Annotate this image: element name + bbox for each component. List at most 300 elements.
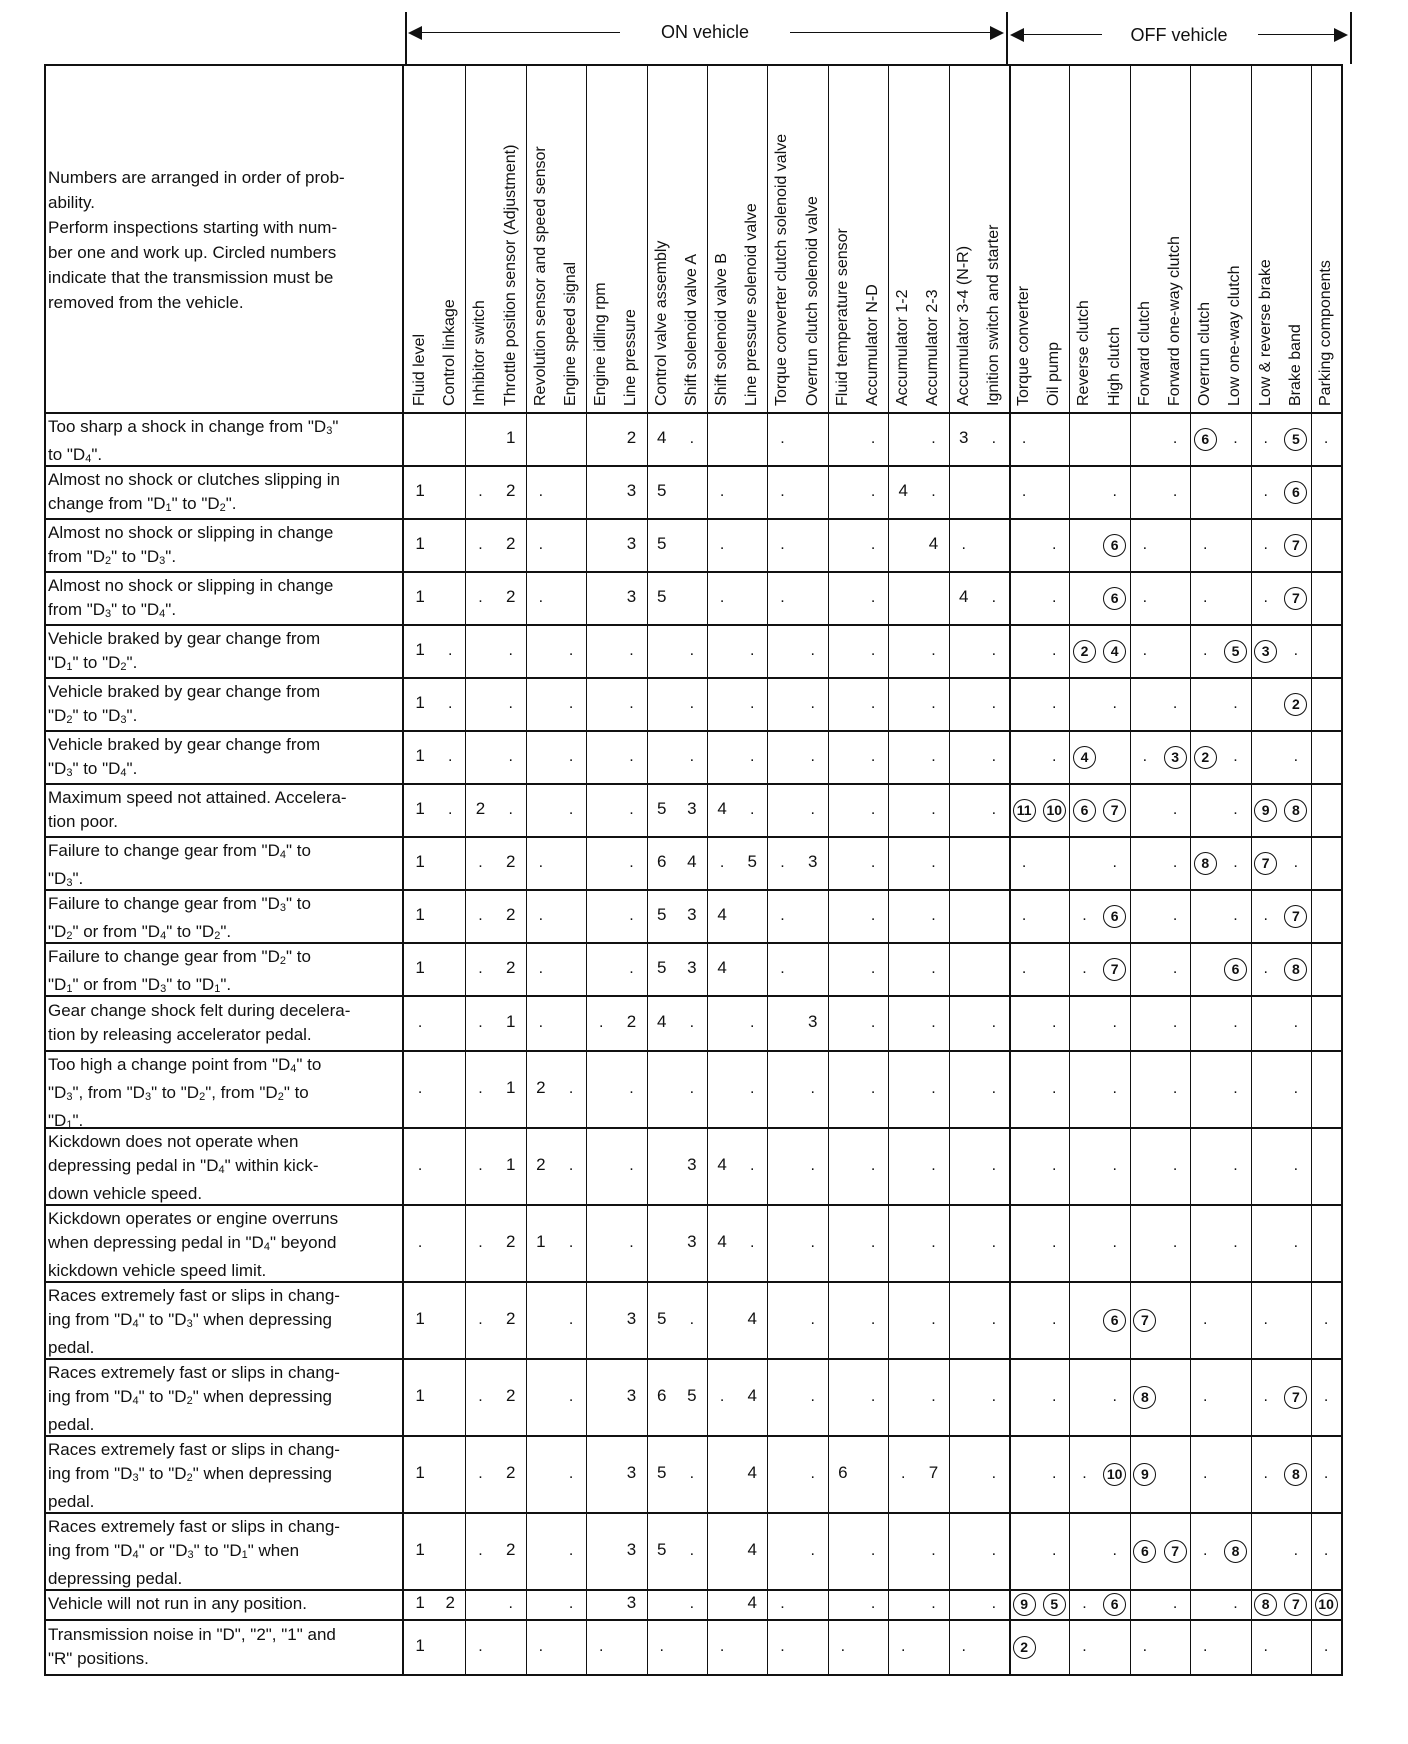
arrow-right-head — [1334, 28, 1348, 42]
circled-number: 8 — [1254, 1593, 1277, 1616]
dot-mark: . — [780, 853, 785, 871]
circled-number: 2 — [1073, 640, 1096, 663]
dot-mark: . — [1263, 906, 1268, 924]
dot-mark: . — [568, 800, 574, 818]
inspection-step: 2 — [505, 1539, 516, 1559]
dot-mark: . — [1172, 1079, 1178, 1097]
dot-mark: . — [1233, 694, 1238, 712]
dot-mark: . — [870, 535, 876, 553]
dot-mark: . — [991, 641, 997, 659]
inspection-step: 3 — [958, 427, 969, 447]
dot-mark: . — [991, 1464, 997, 1482]
dot-mark: . — [870, 1079, 876, 1097]
circled-number: 7 — [1284, 1386, 1307, 1409]
symptom-label-line: "D1" or from "D3" to "D1". — [48, 974, 232, 995]
dot-mark: . — [508, 747, 513, 765]
dot-mark: . — [870, 1156, 876, 1174]
dot-mark: . — [901, 1464, 906, 1482]
dot-mark: . — [719, 482, 725, 500]
dot-mark: . — [901, 1637, 906, 1655]
inspection-step: 4 — [656, 427, 667, 447]
dot-mark: . — [750, 800, 755, 818]
dot-mark: . — [1203, 1387, 1208, 1405]
dot-mark: . — [1233, 1233, 1238, 1251]
circled-number: 2 — [1013, 1636, 1036, 1659]
dot-mark: . — [991, 1541, 997, 1559]
symptom-label-line: depressing pedal. — [48, 1568, 183, 1588]
symptom-label-line: Vehicle braked by gear change from — [48, 734, 321, 754]
dot-mark: . — [1052, 1233, 1057, 1251]
dot-mark: . — [689, 1079, 695, 1097]
inspection-step: 1 — [415, 480, 425, 500]
dot-mark: . — [1263, 1464, 1268, 1482]
dot-mark: . — [1172, 694, 1178, 712]
inspection-step: 4 — [747, 1462, 758, 1482]
dot-mark: . — [719, 535, 725, 553]
inspection-step: 4 — [717, 798, 727, 818]
symptom-label-line: Almost no shock or slipping in change — [48, 575, 334, 595]
dot-mark: . — [931, 1310, 936, 1328]
dot-mark: . — [1293, 1013, 1299, 1031]
circled-number: 2 — [1284, 693, 1307, 716]
inspection-step: 5 — [656, 957, 667, 977]
dot-mark: . — [508, 800, 513, 818]
symptom-label-line: Almost no shock or slipping in change — [48, 522, 334, 542]
column-header: Throttle position sensor (Adjustment) — [501, 144, 519, 406]
inspection-step: 5 — [656, 533, 667, 553]
dot-mark: . — [1323, 1637, 1329, 1655]
inspection-step: 4 — [747, 1308, 758, 1328]
symptom-label-line: Gear change shock felt during decelera- — [48, 1000, 351, 1020]
symptom-label-line: pedal. — [48, 1491, 95, 1511]
dot-mark: . — [1021, 482, 1027, 500]
column-header: Shift solenoid valve A — [682, 253, 700, 406]
inspection-step: 2 — [505, 1231, 516, 1251]
column-header: Overrun clutch solenoid valve — [803, 196, 821, 406]
dot-mark: . — [1172, 1013, 1178, 1031]
inspection-step: 2 — [475, 798, 486, 818]
dot-mark: . — [931, 1079, 936, 1097]
circled-number: 5 — [1043, 1593, 1066, 1616]
symptom-label-line: down vehicle speed. — [48, 1183, 203, 1203]
circled-number: 8 — [1284, 958, 1307, 981]
off-vehicle-label: OFF vehicle — [1130, 25, 1228, 45]
dot-mark: . — [417, 1233, 423, 1251]
dot-mark: . — [538, 1637, 544, 1655]
dot-mark: . — [931, 800, 936, 818]
dot-mark: . — [599, 1013, 604, 1031]
circled-number: 10 — [1315, 1593, 1338, 1616]
dot-mark: . — [629, 800, 634, 818]
dot-mark: . — [568, 641, 574, 659]
dot-mark: . — [629, 906, 634, 924]
inspection-step: 2 — [505, 851, 516, 871]
dot-mark: . — [870, 429, 876, 447]
dot-mark: . — [1323, 1310, 1329, 1328]
dot-mark: . — [750, 1079, 755, 1097]
dot-mark: . — [1233, 1013, 1238, 1031]
arrow-right-head — [990, 26, 1004, 40]
dot-mark: . — [689, 641, 695, 659]
dot-mark: . — [1323, 1387, 1329, 1405]
circled-number: 8 — [1284, 799, 1307, 822]
dot-mark: . — [478, 1464, 483, 1482]
dot-mark: . — [1112, 1233, 1117, 1251]
dot-mark: . — [599, 1637, 604, 1655]
column-header: Low one-way clutch — [1226, 265, 1244, 406]
inspection-step: 1 — [415, 745, 425, 765]
dot-mark: . — [870, 1387, 876, 1405]
symptom-label-line: kickdown vehicle speed limit. — [48, 1260, 267, 1280]
dot-mark: . — [1112, 694, 1117, 712]
circled-number: 9 — [1254, 799, 1277, 822]
symptom-label-line: Vehicle will not run in any position. — [48, 1594, 307, 1613]
inspection-step: 3 — [626, 1385, 637, 1405]
column-header: High clutch — [1105, 326, 1123, 406]
inspection-step: 3 — [626, 1462, 637, 1482]
dot-mark: . — [931, 1156, 936, 1174]
circled-number: 6 — [1103, 905, 1126, 928]
dot-mark: . — [931, 429, 936, 447]
circled-number: 10 — [1043, 799, 1066, 822]
column-header: Fluid temperature sensor — [833, 228, 851, 406]
dot-mark: . — [1112, 1079, 1117, 1097]
dot-mark: . — [478, 588, 483, 606]
dot-mark: . — [629, 1156, 634, 1174]
dot-mark: . — [478, 1387, 483, 1405]
inspection-step: 1 — [415, 851, 425, 871]
dot-mark: . — [1142, 535, 1148, 553]
inspection-step: 4 — [958, 586, 969, 606]
inspection-step: 5 — [656, 1462, 667, 1482]
dot-mark: . — [1052, 747, 1057, 765]
inspection-step: 1 — [415, 798, 425, 818]
dot-mark: . — [1052, 1387, 1057, 1405]
dot-mark: . — [719, 588, 725, 606]
symptom-label-line: "D3" to "D4". — [48, 758, 138, 779]
dot-mark: . — [810, 1310, 815, 1328]
dot-mark: . — [1021, 429, 1027, 447]
symptom-label-line: Vehicle braked by gear change from — [48, 628, 321, 648]
dot-mark: . — [810, 1079, 815, 1097]
dot-mark: . — [991, 1156, 997, 1174]
circled-number: 6 — [1103, 1309, 1126, 1332]
dot-mark: . — [508, 694, 513, 712]
inspection-step: 5 — [656, 904, 667, 924]
inspection-step: 1 — [415, 1385, 425, 1405]
dot-mark: . — [1052, 1541, 1057, 1559]
inspection-step: 2 — [626, 427, 637, 447]
dot-mark: . — [1323, 1541, 1329, 1559]
column-header: Inhibitor switch — [471, 300, 489, 406]
dot-mark: . — [780, 1637, 785, 1655]
dot-mark: . — [417, 1013, 423, 1031]
symptom-label-line: pedal. — [48, 1337, 95, 1357]
inspection-step: 1 — [415, 1462, 425, 1482]
symptom-label-line: depressing pedal in "D4" within kick- — [48, 1155, 319, 1176]
symptom-label-line: ing from "D4" to "D2" when depressing — [48, 1386, 332, 1407]
dot-mark: . — [1082, 1637, 1087, 1655]
symptom-label-line: Too high a change point from "D4" to — [48, 1054, 322, 1075]
dot-mark: . — [1172, 853, 1178, 871]
symptom-label-line: from "D2" to "D3". — [48, 546, 177, 567]
dot-mark: . — [1263, 959, 1268, 977]
dot-mark: . — [931, 1387, 936, 1405]
dot-mark: . — [810, 694, 815, 712]
dot-mark: . — [1172, 429, 1178, 447]
circled-number: 8 — [1133, 1386, 1156, 1409]
dot-mark: . — [1203, 1310, 1208, 1328]
dot-mark: . — [568, 1156, 574, 1174]
dot-mark: . — [1142, 588, 1148, 606]
dot-mark: . — [508, 1595, 513, 1612]
dot-mark: . — [1172, 800, 1178, 818]
dot-mark: . — [750, 1156, 755, 1174]
dot-mark: . — [991, 1013, 997, 1031]
dot-mark: . — [870, 959, 876, 977]
dot-mark: . — [1052, 694, 1057, 712]
dot-mark: . — [1021, 959, 1027, 977]
circled-number: 7 — [1133, 1309, 1156, 1332]
dot-mark: . — [780, 429, 785, 447]
dot-mark: . — [870, 853, 876, 871]
symptom-label-line: change from "D1" to "D2". — [48, 493, 237, 514]
inspection-step: 2 — [536, 1154, 546, 1174]
symptom-label-line: tion by releasing accelerator pedal. — [48, 1024, 312, 1044]
dot-mark: . — [870, 641, 876, 659]
dot-mark: . — [1293, 1541, 1299, 1559]
arrow-left-head — [1010, 28, 1024, 42]
column-header: Line pressure — [622, 309, 640, 406]
dot-mark: . — [750, 641, 755, 659]
dot-mark: . — [689, 1595, 695, 1612]
circled-number: 5 — [1224, 640, 1247, 663]
dot-mark: . — [629, 1233, 634, 1251]
dot-mark: . — [810, 747, 815, 765]
inspection-step: 3 — [687, 1154, 697, 1174]
circled-number: 7 — [1284, 534, 1307, 557]
dot-mark: . — [478, 1233, 483, 1251]
on-vehicle-arrow-line — [420, 32, 620, 33]
inspection-step: 3 — [626, 1308, 637, 1328]
dot-mark: . — [1172, 1595, 1178, 1612]
dot-mark: . — [1112, 482, 1117, 500]
dot-mark: . — [991, 800, 997, 818]
inspection-step: 1 — [415, 957, 425, 977]
dot-mark: . — [689, 1541, 695, 1559]
dot-mark: . — [991, 1595, 997, 1612]
inspection-step: 4 — [687, 851, 697, 871]
dot-mark: . — [840, 1637, 846, 1655]
circled-number: 7 — [1284, 587, 1307, 610]
dot-mark: . — [478, 1637, 483, 1655]
inspection-step: 3 — [626, 586, 637, 606]
symptom-label-line: Races extremely fast or slips in chang- — [48, 1516, 340, 1536]
dot-mark: . — [478, 1310, 483, 1328]
dot-mark: . — [931, 1595, 936, 1612]
symptom-label-line: Transmission noise in "D", "2", "1" and — [48, 1624, 336, 1644]
circled-number: 7 — [1284, 1593, 1307, 1616]
circled-number: 6 — [1133, 1540, 1156, 1563]
dot-mark: . — [689, 429, 695, 447]
inspection-step: 1 — [505, 1011, 516, 1031]
inspection-step: 4 — [717, 1231, 727, 1251]
dot-mark: . — [931, 641, 936, 659]
dot-mark: . — [991, 588, 997, 606]
circled-number: 8 — [1194, 852, 1217, 875]
dot-mark: . — [931, 1233, 936, 1251]
column-header: Ignition switch and starter — [984, 224, 1002, 406]
dot-mark: . — [1142, 747, 1148, 765]
dot-mark: . — [870, 747, 876, 765]
inspection-step: 5 — [656, 480, 667, 500]
dot-mark: . — [991, 1387, 997, 1405]
dot-mark: . — [478, 482, 483, 500]
on-vehicle-left-bar — [405, 12, 407, 64]
dot-mark: . — [1082, 959, 1087, 977]
dot-mark: . — [508, 641, 513, 659]
inspection-step: 2 — [505, 480, 516, 500]
dot-mark: . — [1233, 1595, 1238, 1612]
inspection-step: 5 — [656, 1308, 667, 1328]
circled-number: 6 — [1103, 534, 1126, 557]
dot-mark: . — [750, 1233, 755, 1251]
dot-mark: . — [478, 1013, 483, 1031]
inspection-step: 4 — [747, 1593, 758, 1612]
inspection-step: 1 — [505, 1154, 516, 1174]
column-header: Parking components — [1317, 260, 1334, 406]
column-header: Overrun clutch — [1196, 301, 1214, 406]
symptom-label-line: Maximum speed not attained. Accelera- — [48, 787, 347, 807]
dot-mark: . — [478, 1541, 483, 1559]
dot-mark: . — [1021, 853, 1027, 871]
column-header: Forward one-way clutch — [1166, 236, 1183, 406]
dot-mark: . — [1263, 535, 1268, 553]
dot-mark: . — [629, 1079, 634, 1097]
circled-number: 11 — [1013, 799, 1036, 822]
inspection-step: 1 — [415, 586, 425, 606]
dot-mark: . — [1263, 1637, 1268, 1655]
dot-mark: . — [1263, 429, 1268, 447]
column-header: Torque converter clutch solenoid valve — [773, 133, 791, 406]
column-header: Fluid level — [411, 333, 428, 406]
circled-number: 4 — [1073, 746, 1096, 769]
inspection-step: 3 — [626, 1593, 637, 1612]
dot-mark: . — [931, 694, 936, 712]
dot-mark: . — [931, 1013, 936, 1031]
dot-mark: . — [538, 482, 544, 500]
symptom-label-line: ing from "D4" to "D3" when depressing — [48, 1309, 332, 1330]
on-vehicle-arrow-line — [790, 32, 990, 33]
dot-mark: . — [870, 800, 876, 818]
inspection-step: 4 — [747, 1539, 758, 1559]
inspection-step: 7 — [928, 1462, 939, 1482]
dot-mark: . — [448, 800, 453, 818]
dot-mark: . — [961, 1637, 966, 1655]
table-frame — [44, 64, 1343, 1676]
dot-mark: . — [1293, 641, 1299, 659]
dot-mark: . — [538, 959, 544, 977]
dot-mark: . — [991, 429, 997, 447]
dot-mark: . — [689, 1013, 695, 1031]
symptom-label-line: when depressing pedal in "D4" beyond — [48, 1232, 337, 1253]
dot-mark: . — [931, 482, 936, 500]
dot-mark: . — [1112, 1387, 1117, 1405]
symptom-label-line: "D3", from "D3" to "D2", from "D2" to — [48, 1082, 309, 1103]
inspection-step: 3 — [687, 904, 697, 924]
dot-mark: . — [659, 1637, 664, 1655]
inspection-step: 2 — [505, 904, 516, 924]
dot-mark: . — [689, 1464, 695, 1482]
dot-mark: . — [931, 959, 936, 977]
inspection-step: 4 — [747, 1385, 758, 1405]
dot-mark: . — [568, 1233, 574, 1251]
column-header: Reverse clutch — [1075, 300, 1093, 406]
inspection-step: 2 — [505, 586, 516, 606]
dot-mark: . — [568, 1387, 574, 1405]
dot-mark: . — [870, 1233, 876, 1251]
dot-mark: . — [1052, 641, 1057, 659]
circled-number: 3 — [1164, 746, 1187, 769]
inspection-step: 1 — [415, 533, 425, 553]
dot-mark: . — [629, 747, 634, 765]
inspection-step: 1 — [415, 1593, 425, 1612]
symptom-label-line: "D2" to "D3". — [48, 705, 138, 726]
dot-mark: . — [750, 747, 755, 765]
dot-mark: . — [1233, 1079, 1238, 1097]
dot-mark: . — [448, 747, 453, 765]
circled-number: 10 — [1103, 1463, 1126, 1486]
dot-mark: . — [1172, 1156, 1178, 1174]
dot-mark: . — [1172, 482, 1178, 500]
column-header: Forward clutch — [1135, 301, 1153, 406]
column-header: Engine speed signal — [562, 261, 579, 406]
circled-number: 9 — [1013, 1593, 1036, 1616]
inspection-step: 3 — [807, 1011, 818, 1031]
dot-mark: . — [448, 641, 453, 659]
symptom-label-line: tion poor. — [48, 811, 118, 831]
dot-mark: . — [1293, 747, 1299, 765]
dot-mark: . — [1052, 1464, 1057, 1482]
dot-mark: . — [448, 694, 453, 712]
dot-mark: . — [1233, 853, 1238, 871]
symptom-label-line: Too sharp a shock in change from "D3" — [48, 416, 339, 437]
dot-mark: . — [417, 1156, 423, 1174]
symptom-label-line: "D2" or from "D4" to "D2". — [48, 921, 232, 942]
dot-mark: . — [810, 1156, 815, 1174]
inspection-step: 2 — [505, 1462, 516, 1482]
column-header: Revolution sensor and speed sensor — [531, 146, 549, 406]
dot-mark: . — [1203, 641, 1208, 659]
dot-mark: . — [780, 1595, 785, 1612]
inspection-step: 5 — [656, 798, 667, 818]
dot-mark: . — [1233, 429, 1238, 447]
symptom-label-line: Kickdown does not operate when — [48, 1131, 299, 1151]
dot-mark: . — [1263, 1387, 1268, 1405]
dot-mark: . — [538, 906, 544, 924]
symptom-label-line: Failure to change gear from "D2" to — [48, 946, 311, 967]
inspection-step: 2 — [536, 1077, 546, 1097]
dot-mark: . — [1172, 959, 1178, 977]
dot-mark: . — [689, 1310, 695, 1328]
circled-number: 5 — [1284, 428, 1307, 451]
dot-mark: . — [1263, 1310, 1268, 1328]
dot-mark: . — [1203, 1637, 1208, 1655]
inspection-step: 4 — [656, 1011, 667, 1031]
dot-mark: . — [689, 694, 695, 712]
circled-number: 8 — [1284, 1463, 1307, 1486]
inspection-step: 1 — [536, 1231, 546, 1251]
